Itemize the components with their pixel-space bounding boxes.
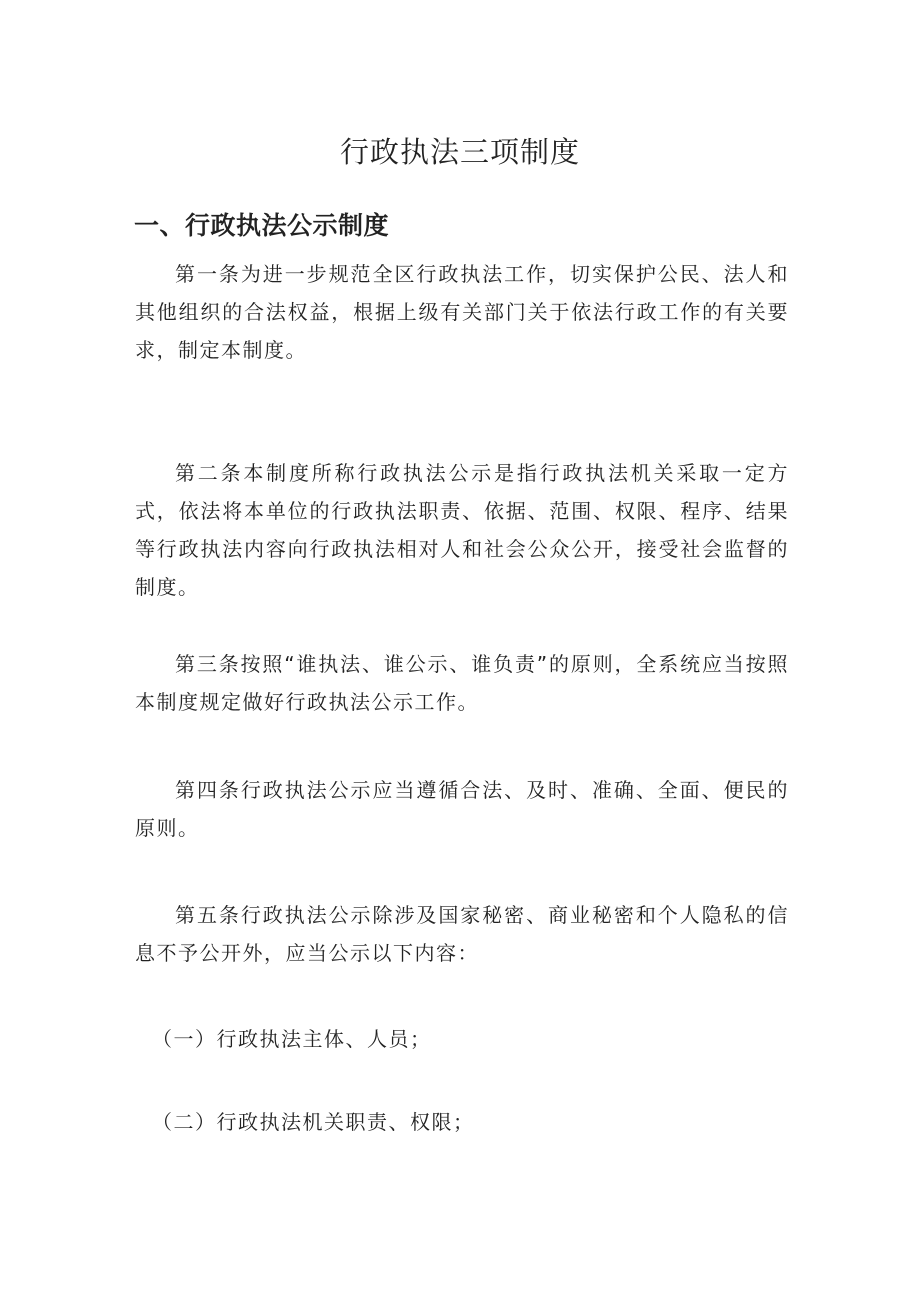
list-item-2: （二）行政执法机关职责、权限； <box>152 1110 475 1134</box>
article-3: 第三条按照“谁执法、谁公示、谁负责”的原则，全系统应当按照本制度规定做好行政执法公示工作。 <box>135 652 789 714</box>
article-4: 第四条行政执法公示应当遵循合法、及时、准确、全面、便民的原则。 <box>135 778 789 840</box>
article-1: 第一条为进一步规范全区行政执法工作，切实保护公民、法人和其他组织的合法权益，根据上级有关部门关于依法行政工作的有关要求，制定本制度。 <box>135 262 789 362</box>
article-5: 第五条行政执法公示除涉及国家秘密、商业秘密和个人隐私的信息不予公开外，应当公示以下内容： <box>135 903 789 965</box>
article-2: 第二条本制度所称行政执法公示是指行政执法机关采取一定方式，依法将本单位的行政执法职责、依据、范围、权限、程序、结果等行政执法内容向行政执法相对人和社会公众公开，接受社会监督的制度。 <box>135 461 789 599</box>
document-title: 行政执法三项制度 <box>339 135 580 169</box>
section-heading: 一、行政执法公示制度 <box>134 211 390 240</box>
list-item-1: （一）行政执法主体、人员； <box>152 1027 432 1051</box>
